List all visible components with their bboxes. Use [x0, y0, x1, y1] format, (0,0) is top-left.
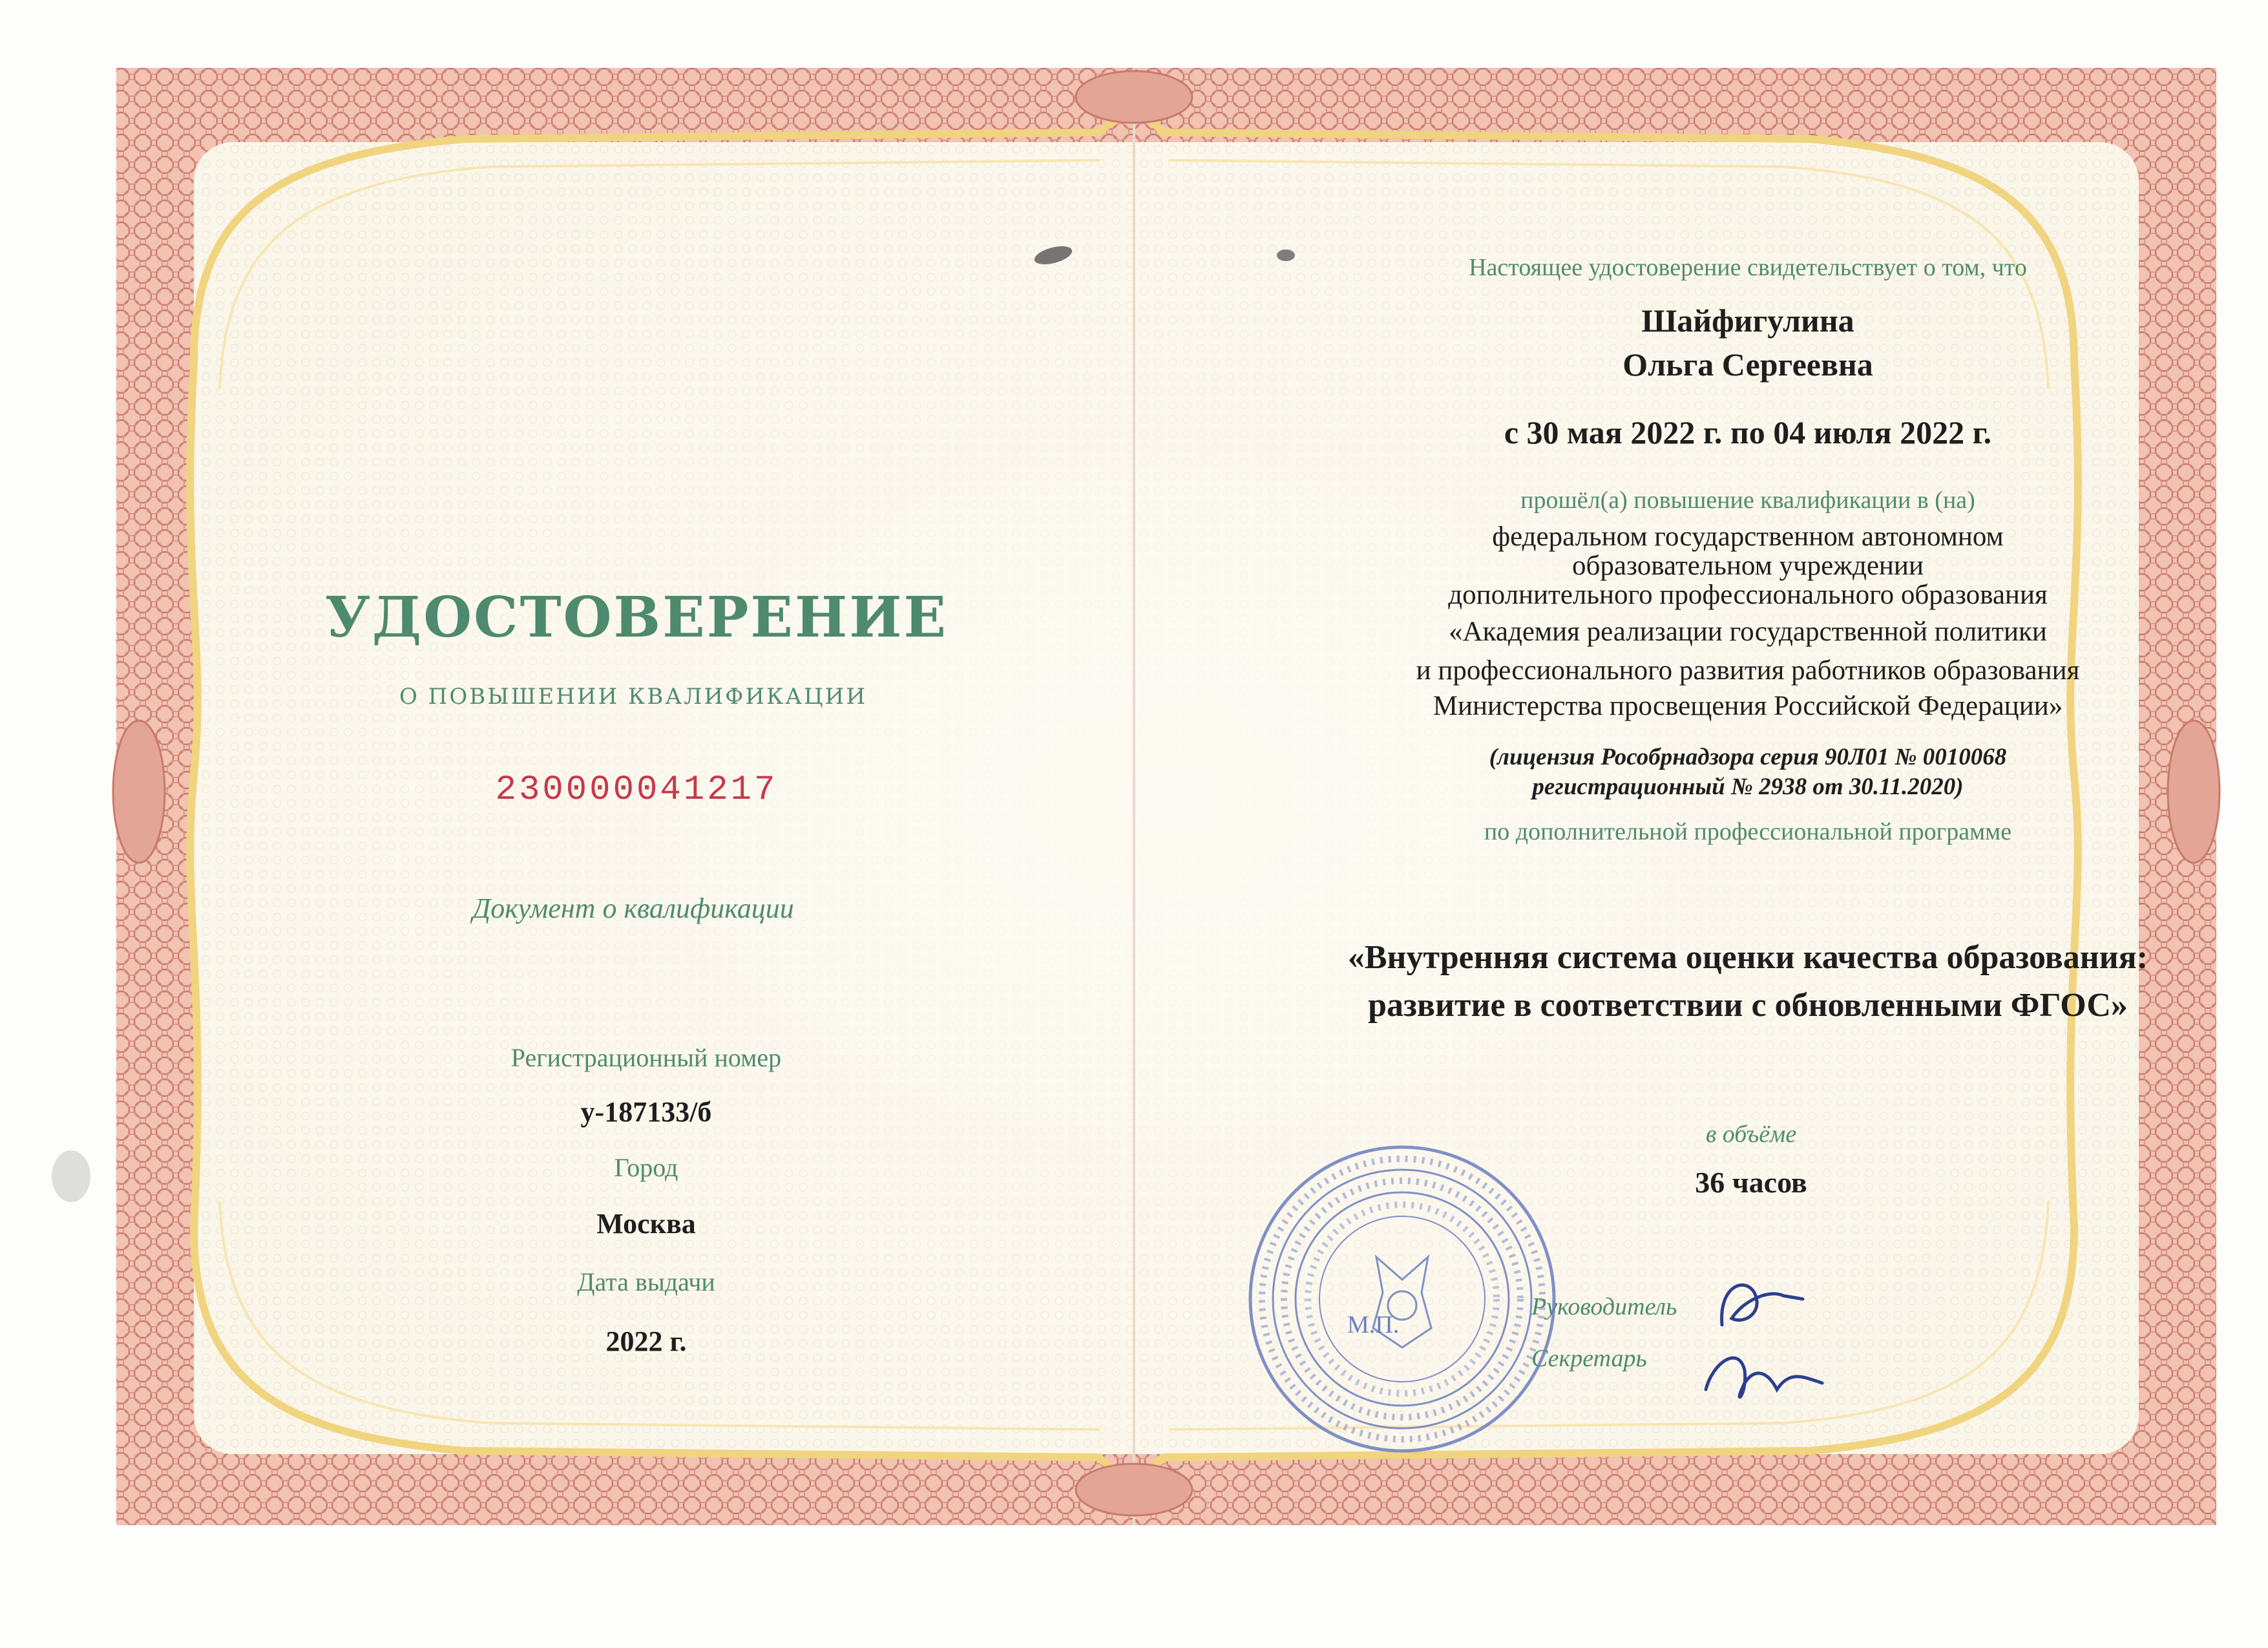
- city-value: Москва: [596, 1208, 696, 1240]
- institution-line: Министерства просвещения Российской Федерации»: [1433, 691, 2063, 721]
- program-title-line: развитие в соответствии с обновленными ФГОС»: [1368, 987, 2128, 1024]
- serial-number: 230000041217: [495, 770, 778, 810]
- institution-line: федеральном государственном автономном: [1492, 522, 2004, 552]
- secretary-label: Секретарь: [1531, 1345, 1647, 1372]
- completed-text: прошёл(а) повышение квалификации в (на): [1520, 487, 1975, 514]
- institution-line: и профессионального развития работников образования: [1416, 655, 2080, 686]
- head-label: Руководитель: [1531, 1293, 1677, 1320]
- certificate-subtitle: О ПОВЫШЕНИИ КВАЛИФИКАЦИИ: [399, 684, 867, 710]
- training-period: с 30 мая 2022 г. по 04 июля 2022 г.: [1504, 414, 1992, 450]
- issue-date-value: 2022 г.: [605, 1326, 687, 1357]
- institution-line: «Академия реализации государственной политики: [1449, 617, 2047, 647]
- certifies-text: Настоящее удостоверение свидетельствует о том, что: [1469, 254, 2027, 281]
- stamp-mark: М.П.: [1347, 1311, 1400, 1338]
- program-label: по дополнительной профессиональной программе: [1484, 818, 2012, 845]
- issue-date-label: Дата выдачи: [577, 1267, 715, 1296]
- program-title-line: «Внутренняя система оценки качества образования:: [1347, 939, 2148, 976]
- license-line: (лицензия Рособрнадзора серия 90Л01 № 0010068: [1489, 744, 2007, 770]
- hours-value: 36 часов: [1695, 1166, 1807, 1199]
- holder-given-names: Ольга Сергеевна: [1622, 346, 1873, 383]
- certificate-title: УДОСТОВЕРЕНИЕ: [324, 585, 949, 650]
- license-line: регистрационный № 2938 от 30.11.2020): [1532, 774, 1964, 800]
- registration-label: Регистрационный номер: [510, 1043, 782, 1072]
- document-type: Документ о квалификации: [472, 893, 794, 924]
- institution-line: образовательном учреждении: [1572, 551, 1924, 581]
- holder-surname: Шайфигулина: [1641, 302, 1854, 339]
- institution-line: дополнительного профессионального образования: [1448, 580, 2048, 610]
- registration-number: у-187133/б: [580, 1096, 712, 1128]
- city-label: Город: [614, 1153, 678, 1182]
- volume-label: в объёме: [1705, 1121, 1797, 1148]
